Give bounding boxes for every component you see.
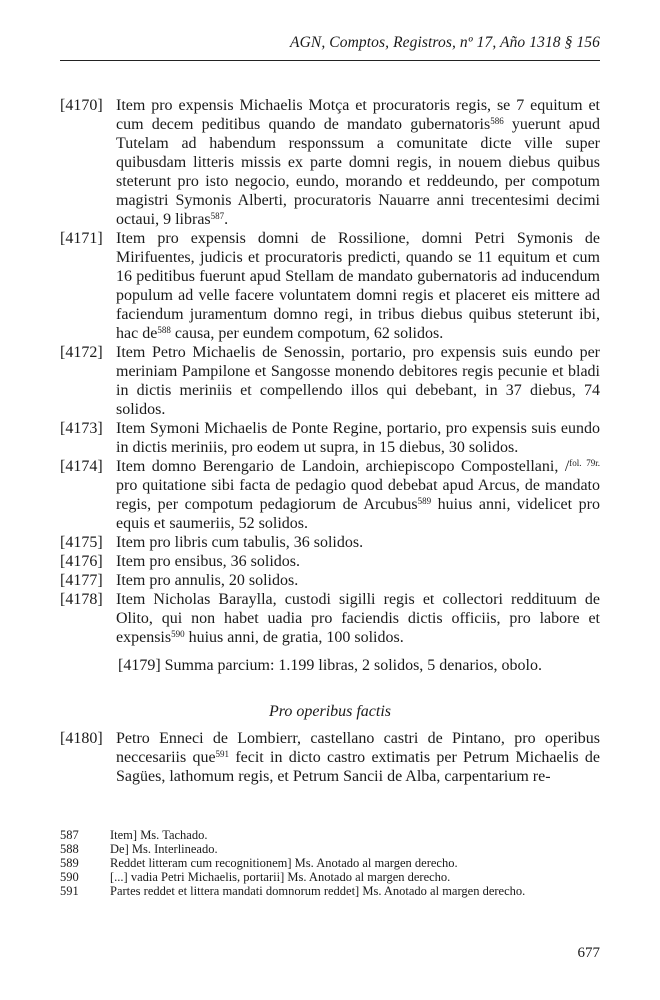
footnote-ref: 588 <box>157 325 171 335</box>
footnote <box>60 828 600 842</box>
entry-text: Item pro ensibus, 36 solidos. <box>116 553 300 570</box>
footnote-number: 589 <box>60 856 79 870</box>
footnote-number: 587 <box>60 828 79 842</box>
entry-text: Item pro annulis, 20 solidos. <box>116 572 299 589</box>
folio-ref: fol. 79r. <box>569 458 601 468</box>
footnote-ref: 586 <box>490 116 504 126</box>
running-header: AGN, Comptos, Registros, nº 17, Año 1318 § 156 <box>290 34 600 51</box>
main-text <box>60 96 600 786</box>
entry-4170 <box>60 96 600 229</box>
footnote-text: Reddet litteram cum recognitionem] Ms. Anotado al margen derecho. <box>110 856 458 870</box>
footnote-text: [...] vadia Petri Michaelis, portarii] Ms. Anotado al margen derecho. <box>110 870 451 884</box>
footnote-text: De] Ms. Interlineado. <box>110 842 218 856</box>
footnote <box>60 842 600 856</box>
entry-4173 <box>60 419 600 457</box>
footnote-text: Partes reddet et littera mandati domnorum reddet] Ms. Anotado al margen derecho. <box>110 884 526 898</box>
footnote-ref: 591 <box>215 749 230 759</box>
footnote <box>60 856 600 870</box>
footnote <box>60 884 600 898</box>
entry-text: Item pro expensis domni de Rossilione, domni Petri Symonis de Mirifuentes, judicis et procuratoris predicti, quando se 11 equitum et cum 16 peditibus fuerunt apud Stellam de mandato gubernatoris ad inducendum populum ad velle facere voluntatem domni regis et placeret eis mittere ad faciendum juramentum domno regi, in tribus diebus quibus steterunt ibi, hac $de^{588}$ causa, per eundem compotum, 62 solidos. <box>116 230 600 342</box>
entry-number: [4175] <box>60 534 103 551</box>
entry-4174 <box>60 457 600 533</box>
entry-text: Petro Enneci de Lombierr, castellano castri de Pintano, pro operibus neccesariis que$^{591}$ fecit in dicto castro extimatis per Petrum Michaelis de Sagües, lathomum regis, et Petrum Sancii de Alba, carpentarium re- <box>116 730 600 785</box>
entry-number: [4178] <box>60 591 103 608</box>
entry-text: Item Symoni Michaelis de Ponte Regine, portario, pro expensis suis eundo in dictis meriniis, pro eodem ut supra, in 15 diebus, 30 solidos. <box>116 420 600 456</box>
entry-4171 <box>60 229 600 343</box>
entry-4177 <box>60 571 600 590</box>
entry-text: Item pro expensis Michaelis Motça et procuratoris regis, se 7 equitum et cum decem peditibus quando de mandato gubernatoris$^{586}$ yuerunt apud Tutelam ad habendum responssum a comunitate dicte ville super quibusdam litteris missis ex parte domni regis, in nouem diebus quibus steterunt pro isto negocio, eundo, morando et reddeundo, per compotum magistri Symonis Alberti, procuratoris Nauarre anni trecentesimi decimi octaui, 9 libras$^{587}$. <box>116 97 600 228</box>
footnote-text: Item] Ms. Tachado. <box>110 828 208 842</box>
entry-text: Item pro libris cum tabulis, 36 solidos. <box>116 534 364 551</box>
entry-number: [4174] <box>60 458 103 475</box>
entry-number: [4177] <box>60 572 103 589</box>
summa-line: [4179] Summa parcium: 1.199 libras, 2 solidos, 5 denarios, obolo. <box>118 657 542 674</box>
footnote-ref: 587 <box>210 211 225 221</box>
entry-4172 <box>60 343 600 419</box>
entry-number: [4173] <box>60 420 103 437</box>
page-number: 677 <box>577 945 600 961</box>
entry-text: Item domno Berengario de Landoin, archiepiscopo Compostellani, /$^{fol. 79r.}$ pro quitatione sibi facta de pedagio quod debebat apud Arcus, de mandato regis, per compotum pedagiorum de Arcubus$^{589}$ huius anni, videlicet pro equis et saumeriis, 52 solidos. <box>116 458 601 532</box>
entry-number: [4171] <box>60 230 103 247</box>
header-rule <box>60 60 600 61</box>
footnote-number: 591 <box>60 884 79 898</box>
entry-4176 <box>60 552 600 571</box>
footnote-ref: 589 <box>417 496 432 506</box>
entry-4178 <box>60 590 600 647</box>
footnote-number: 590 <box>60 870 79 884</box>
footnote-number: 588 <box>60 842 79 856</box>
footnotes <box>60 828 600 898</box>
footnote <box>60 870 600 884</box>
entry-number: [4180] <box>60 730 103 747</box>
entry-number: [4176] <box>60 553 103 570</box>
entry-text: Item Petro Michaelis de Senossin, portario, pro expensis suis eundo per meriniam Pampilone et Sangosse monendo debitores regis pecunie et bladi in dictis meriniis et compellendo illos qui debebant, in 37 diebus, 74 solidos. <box>116 344 600 418</box>
entry-text: Item Nicholas Baraylla, custodi sigilli regis et collectori reddituum de Olito, qui non habet uadia pro faciendis dictis officiis, pro labore et expensis$^{590}$ huius anni, de gratia, 100 solidos. <box>116 591 600 646</box>
entry-number: [4170] <box>60 97 103 114</box>
section-heading: Pro operibus factis <box>268 703 392 720</box>
entry-4180 <box>60 729 600 786</box>
entry-number: [4172] <box>60 344 103 361</box>
footnote-ref: 590 <box>171 629 185 639</box>
entry-4175 <box>60 533 600 552</box>
